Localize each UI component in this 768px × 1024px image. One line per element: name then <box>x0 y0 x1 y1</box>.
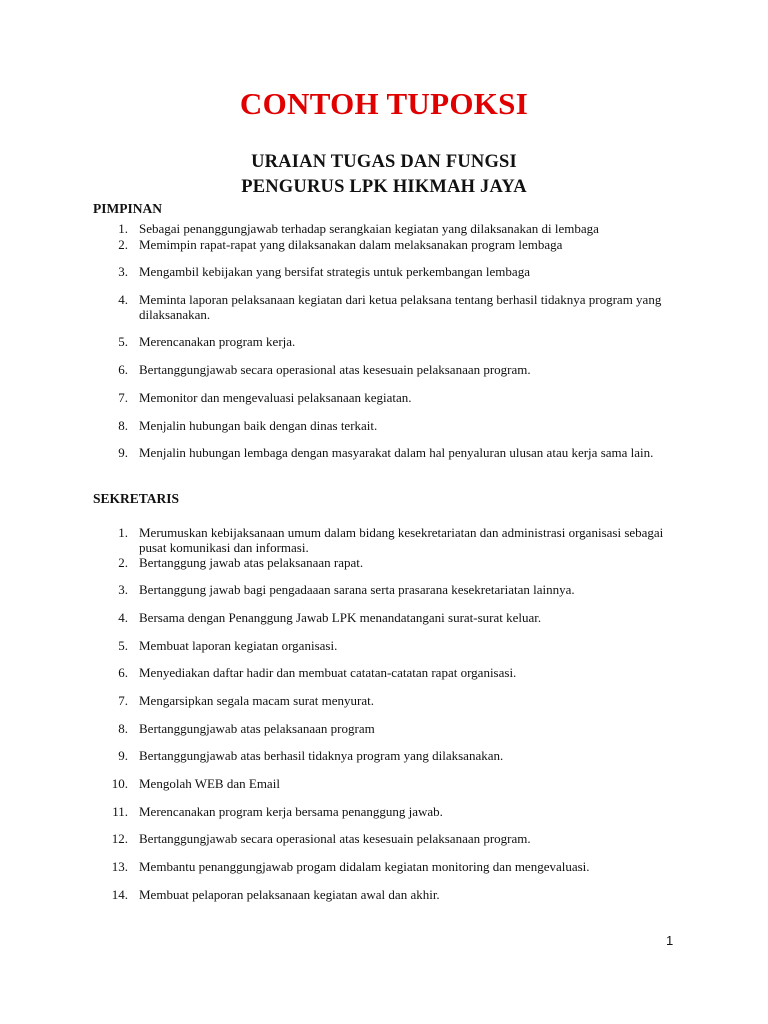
list-item-text: Merencanakan program kerja. <box>139 334 296 349</box>
list-item-text: Memimpin rapat-rapat yang dilaksanakan dalam melaksanakan program lembaga <box>139 237 563 252</box>
list-item-text: Menjalin hubungan baik dengan dinas terkait. <box>139 418 378 433</box>
list-item-number: 6. <box>118 362 128 377</box>
list-item-number: 6. <box>118 665 128 680</box>
list-item-text: Mengarsipkan segala macam surat menyurat. <box>139 693 374 708</box>
list-item-text: Menjalin hubungan lembaga dengan masyarakat dalam hal penyaluran ulusan atau kerja sama lain. <box>139 445 654 460</box>
section-heading-pimpinan: PIMPINAN <box>93 201 162 216</box>
list-item-number: 9. <box>118 445 128 460</box>
list-item-text: Membantu penanggungjawab progam didalam kegiatan monitoring dan mengevaluasi. <box>139 859 590 874</box>
list-item-number: 5. <box>118 638 128 653</box>
list-item-text: Membuat pelaporan pelaksanaan kegiatan awal dan akhir. <box>139 887 440 902</box>
list-item-number: 3. <box>118 264 128 279</box>
list-item-number: 2. <box>118 555 128 570</box>
list-item-text: Bersama dengan Penanggung Jawab LPK menandatangani surat-surat keluar. <box>139 610 542 625</box>
list-item-number: 4. <box>118 292 128 307</box>
list-item-number: 11. <box>112 804 128 819</box>
list-item-number: 9. <box>118 748 128 763</box>
list-item-text: Bertanggungjawab secara operasional atas kesesuain pelaksanaan program. <box>139 831 531 846</box>
list-item-number: 8. <box>118 418 128 433</box>
list-item-number: 13. <box>111 859 128 874</box>
list-item-number: 4. <box>118 610 128 625</box>
list-item-number: 10. <box>111 776 128 791</box>
list-item-text: Merencanakan program kerja bersama penanggung jawab. <box>139 804 443 819</box>
list-item-text: Bertanggung jawab bagi pengadaaan sarana serta prasarana kesekretariatan lainnya. <box>139 582 575 597</box>
list-item-text: Meminta laporan pelaksanaan kegiatan dari ketua pelaksana tentang berhasil tidaknya program yang dilaksanakan. <box>139 292 662 322</box>
list-item-text: Bertanggung jawab atas pelaksanaan rapat. <box>139 555 364 570</box>
list-item-number: 1. <box>118 221 128 236</box>
document-subtitle-2: PENGURUS LPK HIKMAH JAYA <box>241 177 527 197</box>
list-item-text: Mengambil kebijakan yang bersifat strategis untuk perkembangan lembaga <box>139 264 530 279</box>
list-item-number: 7. <box>118 390 128 405</box>
list-item-text: Sebagai penanggungjawab terhadap serangkaian kegiatan yang dilaksanakan di lembaga <box>139 221 599 236</box>
document-title: CONTOH TUPOKSI <box>239 86 529 121</box>
list-item-number: 12. <box>111 831 128 846</box>
list-item-text: Mengolah WEB dan Email <box>139 776 280 791</box>
list-item-text: Menyediakan daftar hadir dan membuat catatan-catatan rapat organisasi. <box>139 665 517 680</box>
list-item-text: Merumuskan kebijaksanaan umum dalam bidang kesekretariatan dan administrasi organisasi sebagai pusat komunikasi dan informasi. <box>139 525 664 555</box>
list-item-number: 5. <box>118 334 128 349</box>
list-item-text: Bertanggungjawab secara operasional atas kesesuain pelaksanaan program. <box>139 362 531 377</box>
section-heading-sekretaris: SEKRETARIS <box>93 491 180 506</box>
list-item-number: 2. <box>118 237 128 252</box>
list-item-text: Bertanggungjawab atas pelaksanaan program <box>139 721 375 736</box>
document-subtitle-1: URAIAN TUGAS DAN FUNGSI <box>251 152 517 172</box>
list-item-text: Membuat laporan kegiatan organisasi. <box>139 638 338 653</box>
list-item-text: Memonitor dan mengevaluasi pelaksanaan kegiatan. <box>139 390 412 405</box>
list-item-number: 14. <box>111 887 128 902</box>
page-number: 1 <box>666 933 674 948</box>
list-item-number: 7. <box>118 693 128 708</box>
list-item-text: Bertanggungjawab atas berhasil tidaknya program yang dilaksanakan. <box>139 748 504 763</box>
list-item-number: 1. <box>118 525 128 540</box>
list-item-number: 3. <box>118 582 128 597</box>
list-item-number: 8. <box>118 721 128 736</box>
